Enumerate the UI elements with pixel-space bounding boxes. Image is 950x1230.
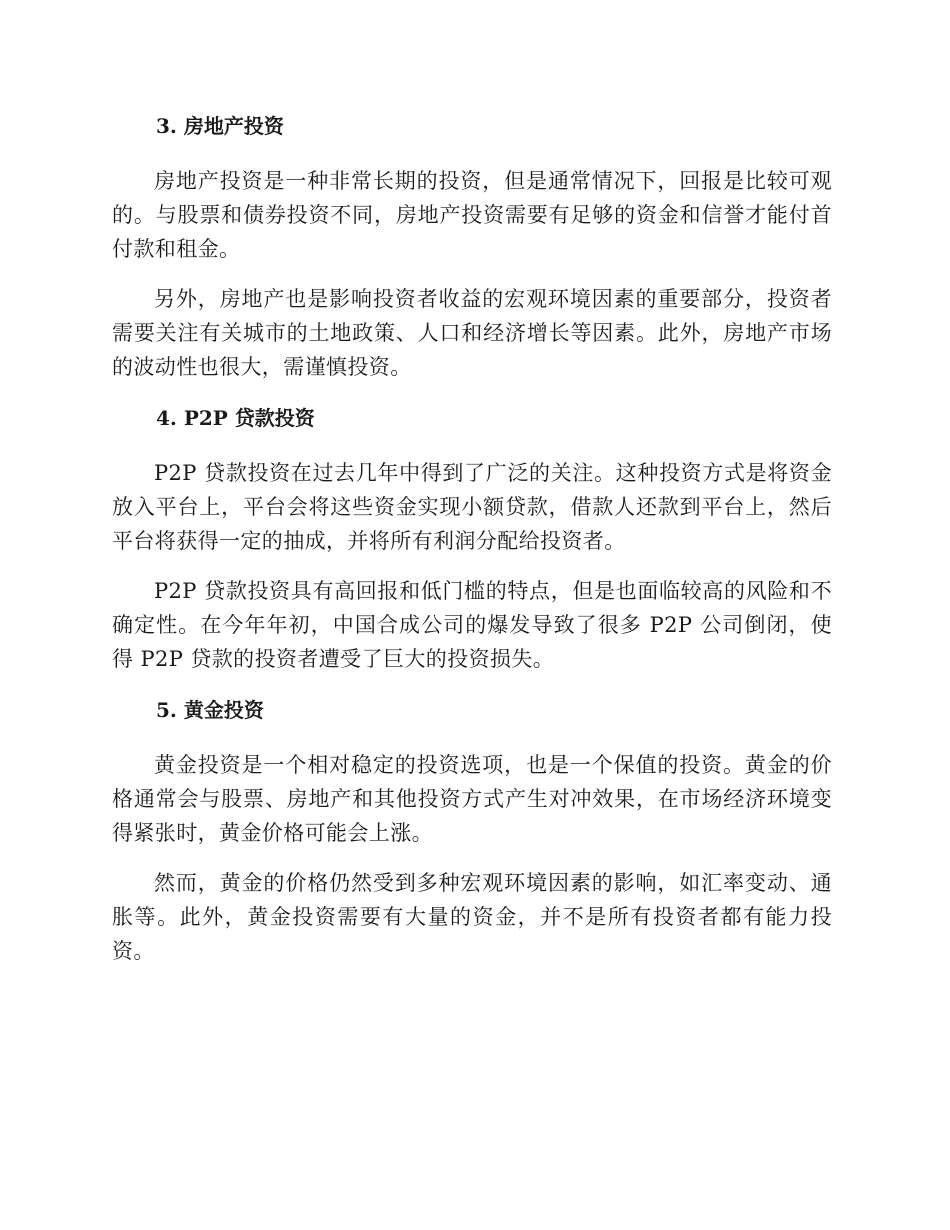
paragraph: 房地产投资是一种非常长期的投资，但是通常情况下，回报是比较可观的。与股票和债券投资不同，房地产投资需要有足够的资金和信誉才能付首付款和租金。 <box>112 169 832 261</box>
paragraph: P2P 贷款投资具有高回报和低门槛的特点，但是也面临较高的风险和不确定性。在今年年初，中国合成公司的爆发导致了很多 P2P 公司倒闭，使得 P2P 贷款的投资者遭受了巨大的投资损失。 <box>112 579 832 671</box>
paragraph: 然而，黄金的价格仍然受到多种宏观环境因素的影响，如汇率变动、通胀等。此外，黄金投资需要有大量的资金，并不是所有投资者都有能力投资。 <box>112 871 832 963</box>
section-heading: 4. P2P 贷款投资 <box>156 406 315 430</box>
paragraph: 黄金投资是一个相对稳定的投资选项，也是一个保值的投资。黄金的价格通常会与股票、房地产和其他投资方式产生对冲效果，在市场经济环境变得紧张时，黄金价格可能会上涨。 <box>112 753 832 845</box>
section-heading: 3. 房地产投资 <box>156 114 284 138</box>
section-p2p-lending <box>112 400 832 676</box>
section-gold <box>112 692 832 968</box>
paragraph: P2P 贷款投资在过去几年中得到了广泛的关注。这种投资方式是将资金放入平台上，平台会将这些资金实现小额贷款，借款人还款到平台上，然后平台将获得一定的抽成，并将所有利润分配给投资者。 <box>112 461 832 553</box>
section-heading: 5. 黄金投资 <box>156 698 264 722</box>
document-page <box>112 108 832 984</box>
paragraph: 另外，房地产也是影响投资者收益的宏观环境因素的重要部分，投资者需要关注有关城市的土地政策、人口和经济增长等因素。此外，房地产市场的波动性也很大，需谨慎投资。 <box>112 287 832 379</box>
section-real-estate <box>112 108 832 384</box>
